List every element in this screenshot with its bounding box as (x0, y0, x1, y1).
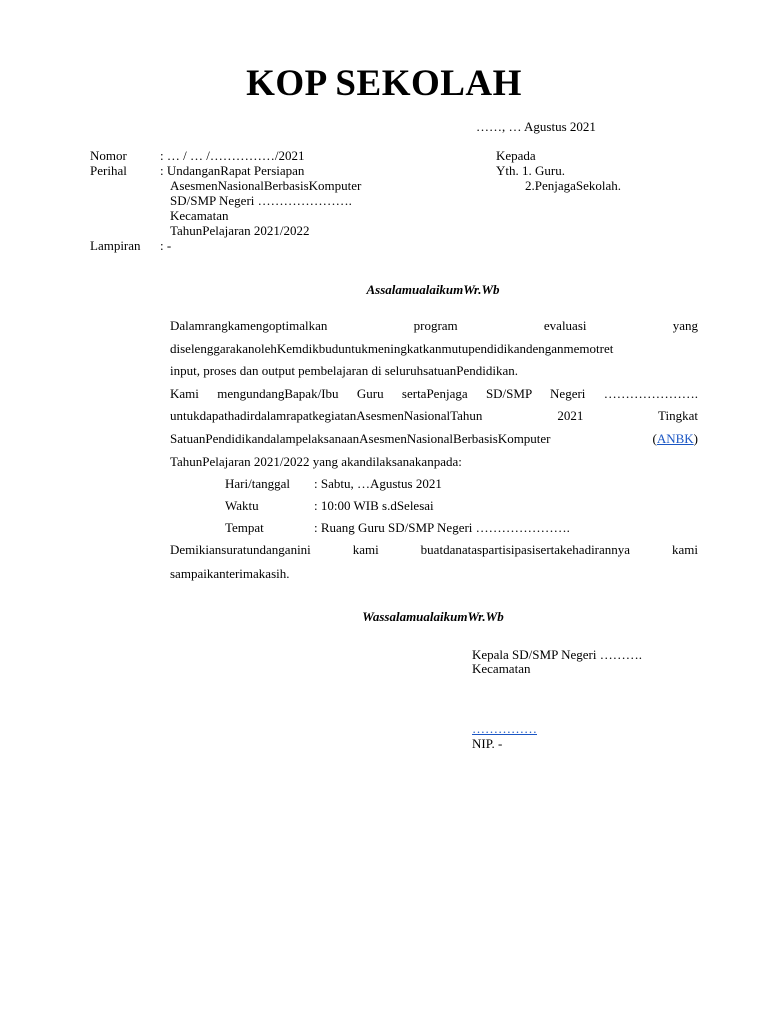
paren-close: ) (693, 431, 698, 446)
recipient-line: Yth. 1. Guru. (496, 163, 565, 178)
signature-title: Kepala SD/SMP Negeri ………. (472, 647, 642, 662)
recipient-kepada: Kepada (496, 148, 536, 163)
anbk-reference (652, 431, 698, 446)
perihal-line: : UndanganRapat Persiapan (160, 163, 305, 178)
signature-name-link[interactable]: …………… (472, 721, 537, 736)
perihal-line: SD/SMP Negeri …………………. (170, 193, 352, 208)
closing-line: Demikiansuratundanganini kami buatdanataspartisipasisertakehadirannya kami (170, 542, 698, 557)
signature-nip: NIP. - (472, 736, 503, 751)
body-line: Dalamrangkamengoptimalkan program evaluasi yang (170, 318, 698, 333)
salutation: AssalamualaikumWr.Wb (366, 282, 500, 297)
nomor-label: Nomor (90, 148, 127, 163)
paren-open: ( (652, 431, 657, 446)
date-line: ……, … Agustus 2021 (476, 119, 596, 134)
perihal-line: AsesmenNasionalBerbasisKomputer (170, 178, 362, 193)
body-line: Kami mengundangBapak/Ibu Guru sertaPenjaga SD/SMP Negeri …………………. (170, 386, 698, 401)
recipient-line: 2.PenjagaSekolah. (525, 178, 622, 193)
closing-line: sampaikanterimakasih. (170, 566, 290, 581)
schedule-label: Waktu (225, 498, 259, 513)
lampiran-value: : - (160, 238, 172, 253)
perihal-line: Kecamatan (170, 208, 229, 223)
letterhead-title: KOP SEKOLAH (246, 63, 522, 104)
body-line: diselenggarakanolehKemdikbuduntukmeningkatkanmutupendidikandenganmemotret (170, 341, 614, 356)
schedule-label: Tempat (225, 520, 264, 535)
schedule-value: : Ruang Guru SD/SMP Negeri …………………. (314, 520, 570, 535)
body-line-anbk (170, 431, 698, 447)
valediction: WassalamualaikumWr.Wb (362, 609, 504, 624)
schedule-label: Hari/tanggal (225, 476, 290, 491)
lampiran-label: Lampiran (90, 238, 141, 253)
schedule-value: : Sabtu, …Agustus 2021 (314, 476, 442, 491)
signature-district: Kecamatan (472, 661, 531, 676)
body-line: input, proses dan output pembelajaran di seluruhsatuanPendidikan. (170, 363, 519, 378)
anbk-link[interactable]: ANBK (656, 431, 694, 446)
perihal-line: TahunPelajaran 2021/2022 (170, 223, 310, 238)
perihal-label: Perihal (90, 163, 127, 178)
schedule-value: : 10:00 WIB s.dSelesai (314, 498, 434, 513)
body-line: untukdapathadirdalamrapatkegiatanAsesmenNasionalTahun 2021 Tingkat (170, 408, 698, 423)
nomor-value: : … / … /……………/2021 (160, 148, 305, 163)
body-text: SatuanPendidikandalampelaksanaanAsesmenNasionalBerbasisKomputer (170, 431, 551, 446)
body-line: TahunPelajaran 2021/2022 yang akandilaksanakanpada: (170, 454, 462, 469)
